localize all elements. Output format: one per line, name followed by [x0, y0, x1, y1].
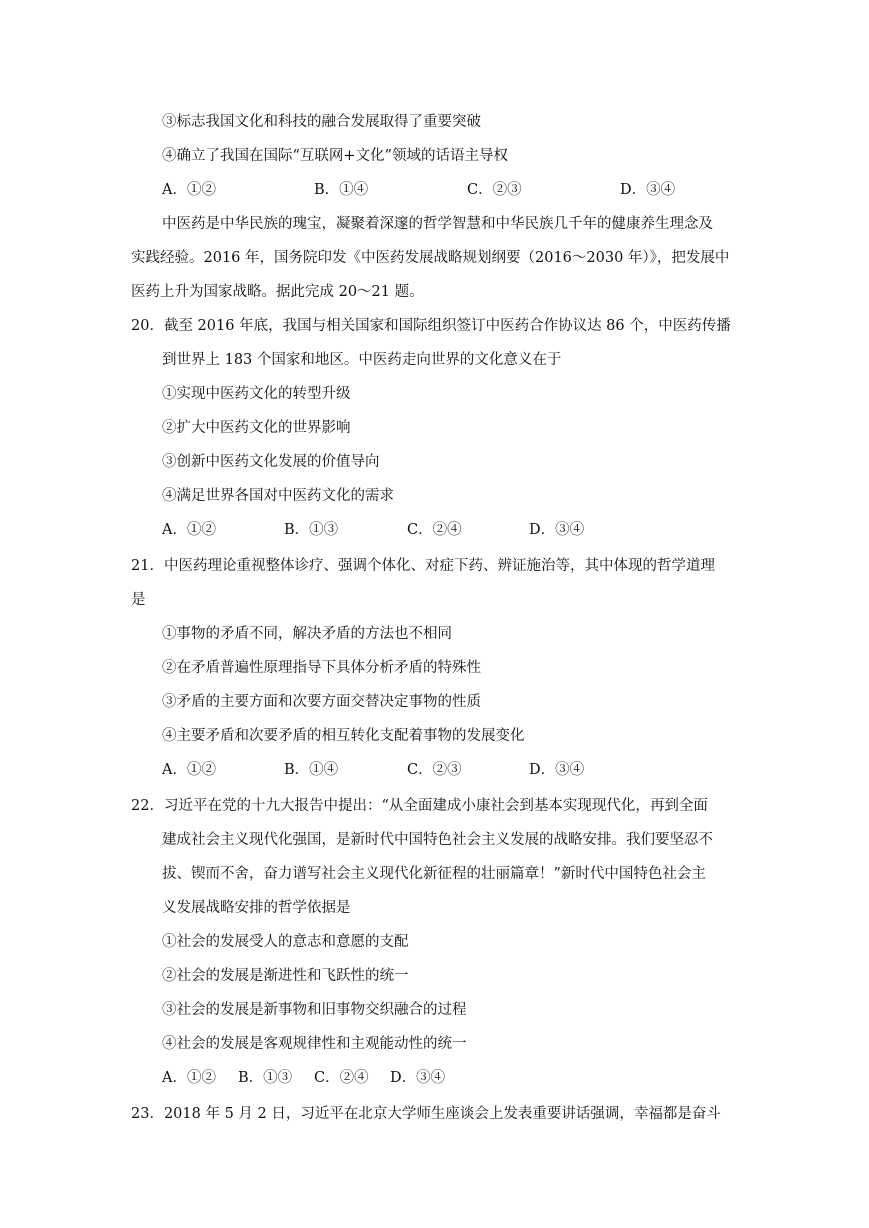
intro-line-3: 医药上升为国家战略。据此完成 20～21 题。	[131, 284, 424, 300]
q21-option-3: ③矛盾的主要方面和次要方面交替决定事物的性质	[162, 694, 481, 710]
q21-option-4: ④主要矛盾和次要矛盾的相互转化支配着事物的发展变化	[162, 728, 525, 744]
intro-line-2: 实践经验。2016 年，国务院印发《中医药发展战略规划纲要（2016～2030 年）》，把发展中	[131, 250, 730, 266]
question-22-stem-cont-3: 义发展战略安排的哲学依据是	[162, 900, 351, 916]
answer-c: C．②③	[407, 762, 462, 778]
answer-choices	[162, 180, 722, 200]
q21-option-1: ①事物的矛盾不同，解决矛盾的方法也不相同	[162, 626, 452, 642]
question-22-stem-cont-1: 建成社会主义现代化强国，是新时代中国特色社会主义发展的战略安排。我们要坚忍不	[162, 832, 713, 848]
q21-answer-choices	[162, 760, 722, 780]
q22-option-3: ③社会的发展是新事物和旧事物交织融合的过程	[162, 1002, 467, 1018]
q20-option-4: ④满足世界各国对中医药文化的需求	[162, 488, 394, 504]
option-4: ④确立了我国在国际“互联网+文化”领域的话语主导权	[162, 148, 508, 164]
q22-option-4: ④社会的发展是客观规律性和主观能动性的统一	[162, 1036, 467, 1052]
answer-a: A．①②	[162, 762, 216, 778]
q22-option-2: ②社会的发展是渐进性和飞跃性的统一	[162, 968, 409, 984]
q20-option-2: ②扩大中医药文化的世界影响	[162, 420, 351, 436]
question-23-stem: 23．2018 年 5 月 2 日，习近平在北京大学师生座谈会上发表重要讲话强调，幸福都是奋斗	[131, 1106, 721, 1122]
question-21-stem-cont: 是	[131, 592, 146, 608]
answer-b: B．①③	[238, 1070, 293, 1086]
answer-d: D．③④	[390, 1070, 446, 1086]
answer-a: A．①②	[162, 182, 216, 198]
question-20-stem-cont: 到世界上 183 个国家和地区。中医药走向世界的文化意义在于	[162, 352, 562, 368]
answer-b: B．①③	[284, 522, 339, 538]
answer-d: D．③④	[620, 182, 676, 198]
answer-d: D．③④	[529, 762, 585, 778]
q21-option-2: ②在矛盾普遍性原理指导下具体分析矛盾的特殊性	[162, 660, 481, 676]
question-22-stem-cont-2: 拔、锲而不舍，奋力谱写社会主义现代化新征程的壮丽篇章！”新时代中国特色社会主	[162, 866, 706, 882]
intro-line-1: 中医药是中华民族的瑰宝，凝聚着深邃的哲学智慧和中华民族几千年的健康养生理念及	[162, 216, 713, 232]
answer-a: A．①②	[162, 1070, 216, 1086]
answer-c: C．②④	[314, 1070, 369, 1086]
answer-b: B．①④	[314, 182, 369, 198]
q22-option-1: ①社会的发展受人的意志和意愿的支配	[162, 934, 409, 950]
answer-b: B．①④	[284, 762, 339, 778]
answer-c: C．②③	[467, 182, 522, 198]
answer-a: A．①②	[162, 522, 216, 538]
option-3: ③标志我国文化和科技的融合发展取得了重要突破	[162, 114, 481, 130]
q20-option-1: ①实现中医药文化的转型升级	[162, 386, 351, 402]
q20-option-3: ③创新中医药文化发展的价值导向	[162, 454, 380, 470]
answer-c: C．②④	[407, 522, 462, 538]
question-21-stem: 21．中医药理论重视整体诊疗、强调个体化、对症下药、辨证施治等，其中体现的哲学道理	[131, 558, 715, 574]
question-20-stem: 20．截至 2016 年底，我国与相关国家和国际组织签订中医药合作协议达 86 个，中医药传播	[131, 318, 731, 334]
q22-answer-choices	[162, 1068, 562, 1088]
q20-answer-choices	[162, 520, 722, 540]
question-22-stem: 22．习近平在党的十九大报告中提出：“从全面建成小康社会到基本实现现代化，再到全面	[131, 798, 708, 814]
answer-d: D．③④	[529, 522, 585, 538]
